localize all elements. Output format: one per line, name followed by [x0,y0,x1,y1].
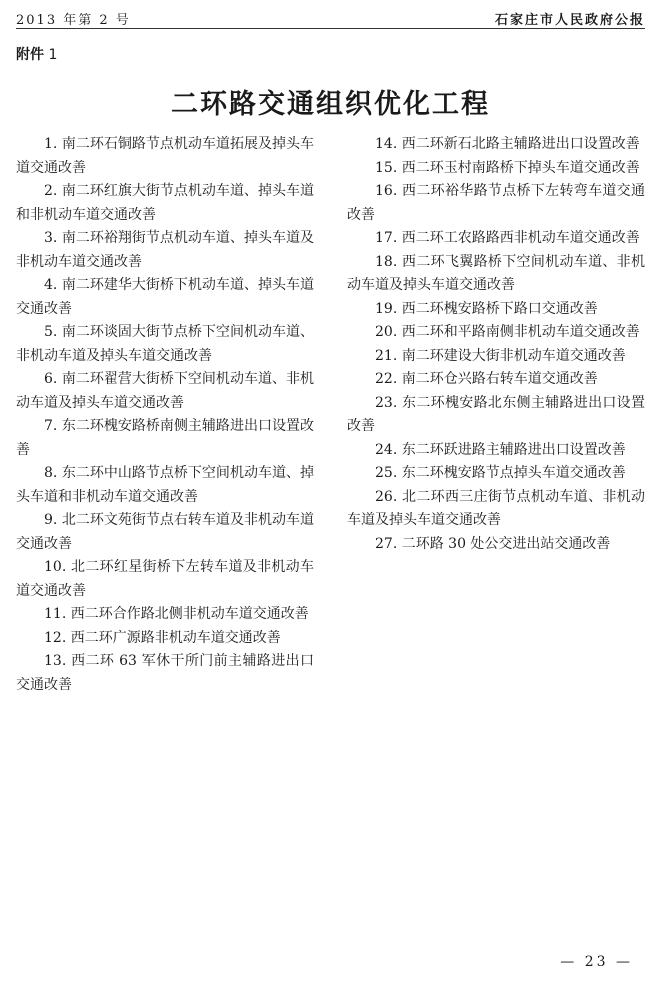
list-item: 16. 西二环裕华路节点桥下左转弯车道交通改善 [347,183,645,223]
list-item: 19. 西二环槐安路桥下路口交通改善 [375,300,598,317]
list-item: 14. 西二环新石北路主辅路进出口设置改善 [375,136,640,152]
list-item: 9. 北二环文苑街节点右转车道及非机动车道交通改善 [16,512,314,552]
page-number: — 23 — [560,954,633,970]
list-item: 12. 西二环广源路非机动车道交通改善 [44,629,281,646]
list-item: 8. 东二环中山路节点桥下空间机动车道、掉头车道和非机动车道交通改善 [16,465,314,505]
list-item: 26. 北二环西三庄街节点机动车道、非机动车道及掉头车道交通改善 [347,488,645,528]
list-item: 21. 南二环建设大街非机动车道交通改善 [375,347,626,364]
attachment-word: 附件 [16,47,44,63]
list-item: 24. 东二环跃进路主辅路进出口设置改善 [375,441,626,458]
list-item: 27. 二环路 30 处公交进出站交通改善 [375,535,611,552]
item-list-left [16,133,314,697]
list-item: 15. 西二环玉村南路桥下掉头车道交通改善 [375,159,640,176]
list-item: 1. 南二环石铜路节点机动车道拓展及掉头车道交通改善 [16,136,314,176]
list-item: 25. 东二环槐安路节点掉头车道交通改善 [375,465,626,481]
list-item: 20. 西二环和平路南侧非机动车道交通改善 [375,324,640,340]
issue-label: 2013 年第 2 号 [16,13,131,28]
attachment-label [16,44,57,64]
list-item: 4. 南二环建华大街桥下机动车道、掉头车道交通改善 [16,277,314,317]
list-item: 3. 南二环裕翔街节点机动车道、掉头车道及非机动车道交通改善 [16,230,314,270]
list-item: 13. 西二环 63 军休干所门前主辅路进出口交通改善 [16,653,314,693]
list-item: 23. 东二环槐安路北东侧主辅路进出口设置改善 [347,394,645,434]
list-item: 7. 东二环槐安路桥南侧主辅路进出口设置改善 [16,418,314,458]
attachment-number: 1 [48,47,58,63]
list-item: 2. 南二环红旗大街节点机动车道、掉头车道和非机动车道交通改善 [16,183,314,223]
list-item: 18. 西二环飞翼路桥下空间机动车道、非机动车道及掉头车道交通改善 [347,253,645,293]
running-header [16,6,645,29]
list-item: 5. 南二环谈固大街节点桥下空间机动车道、非机动车道及掉头车道交通改善 [16,324,314,364]
list-item: 11. 西二环合作路北侧非机动车道交通改善 [44,606,309,622]
list-item: 22. 南二环仓兴路右转车道交通改善 [375,371,598,387]
list-item: 17. 西二环工农路路西非机动车道交通改善 [375,230,640,246]
item-list-right [347,133,645,556]
list-item: 6. 南二环翟营大街桥下空间机动车道、非机动车道及掉头车道交通改善 [16,371,314,411]
publication-title: 石家庄市人民政府公报 [494,13,645,28]
document-title: 二环路交通组织优化工程 [171,89,490,120]
list-item: 10. 北二环红星街桥下左转车道及非机动车道交通改善 [16,559,314,599]
